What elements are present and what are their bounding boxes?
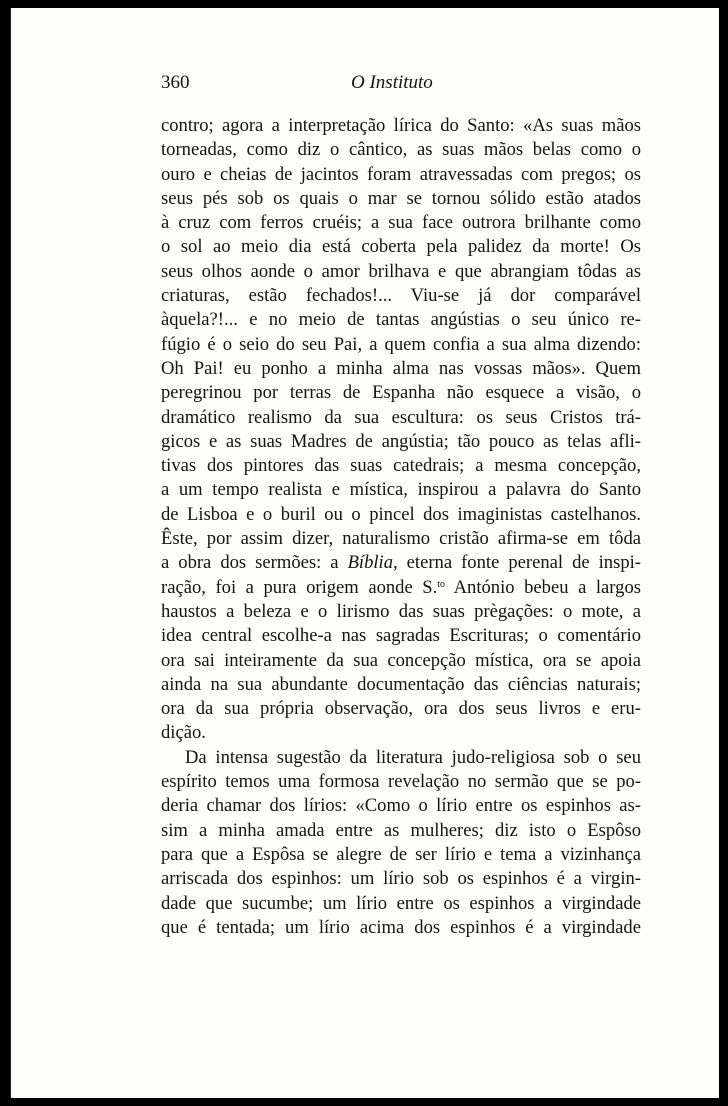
- text-line: idea central escolhe-a nas sagradas Escrituras; o comentário: [161, 625, 641, 647]
- text-segment: ração, foi a pura origem aonde S.: [161, 576, 438, 598]
- text-segment: , eterna fonte perenal de inspi-: [393, 552, 641, 574]
- text-line: Oh Pai! eu ponho a minha alma nas vossas mãos». Quem: [161, 357, 641, 379]
- running-title: O Instituto: [351, 72, 433, 93]
- text-segment: António bebeu a largos: [445, 576, 641, 598]
- body-text: [161, 114, 641, 940]
- text-line: ora da sua própria observação, ora dos seus livros e eru-: [161, 698, 641, 720]
- italic-title-biblia: Bíblia: [347, 552, 394, 574]
- text-line: haustos a beleza e o lirismo das suas prègações: o mote, a: [161, 600, 641, 622]
- text-line: ainda na sua abundante documentação das ciências naturais;: [161, 673, 641, 695]
- paragraph-start-line: Da intensa sugestão da literatura judo-religiosa sob o seu: [185, 746, 641, 768]
- superscript-abbreviation: to: [437, 578, 446, 590]
- text-line-with-superscript: [161, 576, 641, 600]
- text-line: criaturas, estão fechados!... Viu-se já dor comparável: [161, 285, 641, 307]
- text-line: seus pés sob os quais o mar se tornou sólido estão atados: [161, 187, 641, 209]
- text-line: tivas dos pintores das suas catedrais; a mesma concepção,: [161, 455, 641, 477]
- book-page: [10, 8, 719, 1098]
- text-line: para que a Espôsa se alegre de ser lírio e tema a vizinhança: [161, 843, 641, 865]
- text-line: dade que sucumbe; um lírio entre os espinhos a virgindade: [161, 892, 641, 914]
- text-line: dramático realismo da sua escultura: os seus Cristos trá-: [161, 406, 641, 428]
- text-line: de Lisboa e o buril ou o pincel dos imaginistas castelhanos.: [161, 503, 641, 525]
- text-line: espírito temos uma formosa revelação no sermão que se po-: [161, 771, 641, 793]
- text-line: àquela?!... e no meio de tantas angústias o seu único re-: [161, 309, 641, 331]
- text-segment: a obra dos sermões: a: [161, 552, 348, 574]
- text-line: seus olhos aonde o amor brilhava e que abrangiam tôdas as: [161, 260, 641, 282]
- text-line: arriscada dos espinhos: um lírio sob os espinhos é a virgin-: [161, 868, 641, 890]
- text-line: deria chamar dos lírios: «Como o lírio entre os espinhos as-: [161, 795, 641, 817]
- page-header: [161, 72, 641, 100]
- text-line: fúgio é o seio do seu Pai, a quem confia a sua alma dizendo:: [161, 333, 641, 355]
- text-line-with-italic: [161, 551, 641, 575]
- page-number: 360: [161, 72, 190, 93]
- text-line: gicos e as suas Madres de angústia; tão pouco as telas afli-: [161, 430, 641, 452]
- text-line: o sol ao meio dia está coberta pela palidez da morte! Os: [161, 236, 641, 258]
- text-line: sim a minha amada entre as mulheres; diz isto o Espôso: [161, 819, 641, 841]
- text-line: ouro e cheias de jacintos foram atravessadas com pregos; os: [161, 163, 641, 185]
- text-line: que é tentada; um lírio acima dos espinhos é a virgindade: [161, 916, 641, 938]
- text-line: contro; agora a interpretação lírica do Santo: «As suas mãos: [161, 115, 641, 136]
- text-line: a um tempo realista e mística, inspirou a palavra do Santo: [161, 479, 641, 501]
- text-line: à cruz com ferros cruéis; a sua face outrora brilhante como: [161, 212, 641, 234]
- paragraph-end-line: dição.: [161, 722, 206, 744]
- text-line: Êste, por assim dizer, naturalismo cristão afirma-se em tôda: [161, 528, 641, 550]
- text-line: peregrinou por terras de Espanha não esquece a visão, o: [161, 382, 641, 404]
- text-line: torneadas, como diz o cântico, as suas mãos belas como o: [161, 139, 641, 161]
- text-line: ora sai inteiramente da sua concepção mística, ora se apoia: [161, 649, 641, 671]
